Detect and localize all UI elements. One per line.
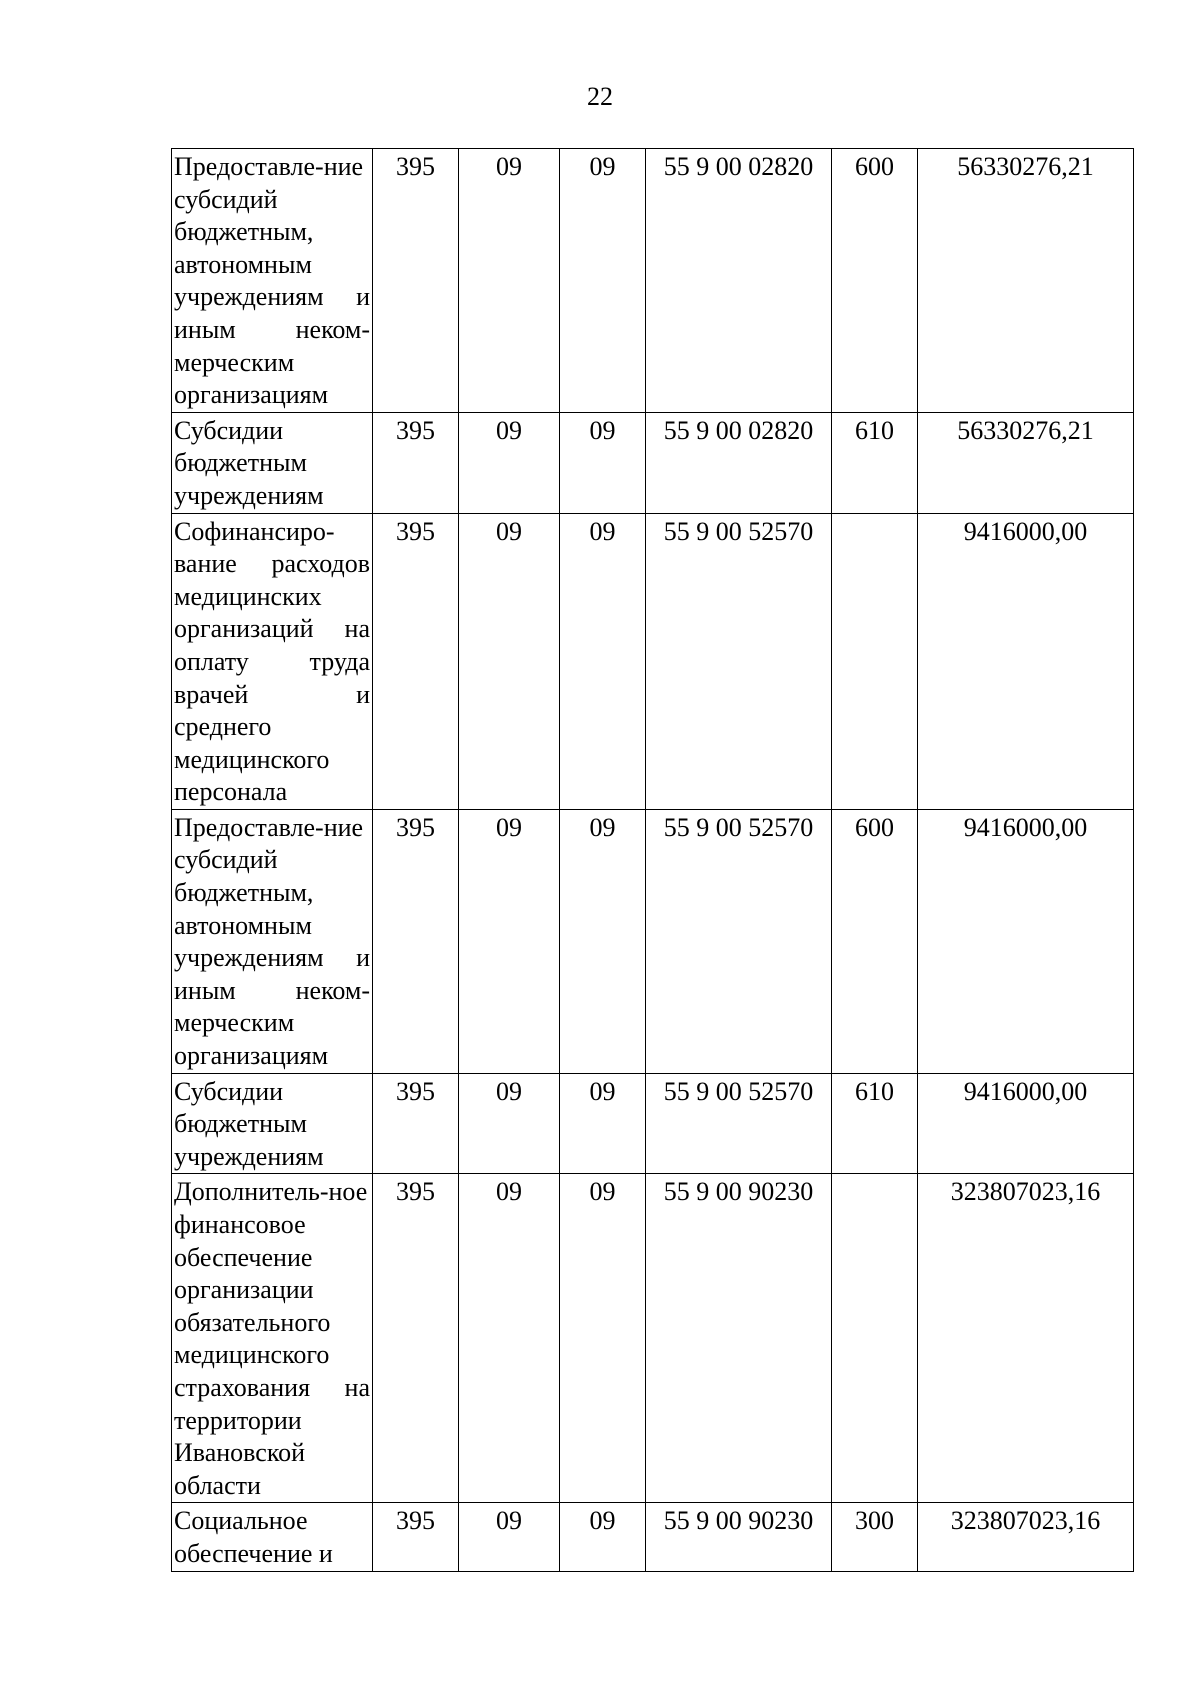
row-section-code: 09 bbox=[459, 809, 560, 1073]
table-row bbox=[172, 1073, 1134, 1174]
row-amount: 56330276,21 bbox=[918, 149, 1134, 413]
row-target-code: 55 9 00 52570 bbox=[646, 1073, 832, 1174]
row-target-code: 55 9 00 90230 bbox=[646, 1174, 832, 1503]
row-admin-code: 395 bbox=[373, 809, 459, 1073]
row-expense-type: 610 bbox=[832, 1073, 918, 1174]
row-amount: 323807023,16 bbox=[918, 1174, 1134, 1503]
row-name: Софинансиро-вание расходов медицинских организаций на оплату труда врачей и среднего медицинского персонала bbox=[172, 513, 373, 809]
row-subsection-code: 09 bbox=[560, 1073, 646, 1174]
row-amount: 9416000,00 bbox=[918, 809, 1134, 1073]
row-section-code: 09 bbox=[459, 513, 560, 809]
row-admin-code: 395 bbox=[373, 1503, 459, 1571]
row-expense-type bbox=[832, 513, 918, 809]
row-admin-code: 395 bbox=[373, 513, 459, 809]
row-name: Предоставле-ние субсидий бюджетным, автономным учреждениям и иным неком-мерческим организациям bbox=[172, 149, 373, 413]
row-section-code: 09 bbox=[459, 1073, 560, 1174]
table-row bbox=[172, 412, 1134, 513]
row-name: Предоставле-ние субсидий бюджетным, автономным учреждениям и иным неком-мерческим организациям bbox=[172, 809, 373, 1073]
row-amount: 9416000,00 bbox=[918, 1073, 1134, 1174]
row-expense-type: 610 bbox=[832, 412, 918, 513]
table-row bbox=[172, 149, 1134, 413]
row-expense-type: 600 bbox=[832, 809, 918, 1073]
row-section-code: 09 bbox=[459, 1174, 560, 1503]
row-amount: 323807023,16 bbox=[918, 1503, 1134, 1571]
row-subsection-code: 09 bbox=[560, 1503, 646, 1571]
row-name: Субсидии бюджетным учреждениям bbox=[172, 1073, 373, 1174]
row-section-code: 09 bbox=[459, 1503, 560, 1571]
row-admin-code: 395 bbox=[373, 412, 459, 513]
row-section-code: 09 bbox=[459, 149, 560, 413]
row-target-code: 55 9 00 52570 bbox=[646, 513, 832, 809]
row-admin-code: 395 bbox=[373, 1073, 459, 1174]
row-expense-type bbox=[832, 1174, 918, 1503]
row-target-code: 55 9 00 02820 bbox=[646, 149, 832, 413]
budget-table bbox=[171, 148, 1134, 1572]
row-amount: 56330276,21 bbox=[918, 412, 1134, 513]
row-target-code: 55 9 00 02820 bbox=[646, 412, 832, 513]
table-row bbox=[172, 1503, 1134, 1571]
row-amount: 9416000,00 bbox=[918, 513, 1134, 809]
row-expense-type: 600 bbox=[832, 149, 918, 413]
table-row bbox=[172, 513, 1134, 809]
row-subsection-code: 09 bbox=[560, 1174, 646, 1503]
table-row bbox=[172, 1174, 1134, 1503]
row-subsection-code: 09 bbox=[560, 412, 646, 513]
row-subsection-code: 09 bbox=[560, 513, 646, 809]
row-name: Субсидии бюджетным учреждениям bbox=[172, 412, 373, 513]
row-target-code: 55 9 00 52570 bbox=[646, 809, 832, 1073]
row-expense-type: 300 bbox=[832, 1503, 918, 1571]
page-number: 22 bbox=[587, 82, 613, 111]
row-subsection-code: 09 bbox=[560, 809, 646, 1073]
row-name: Дополнитель-ное финансовое обеспечение организации обязательного медицинского страхования на территории Ивановской области bbox=[172, 1174, 373, 1503]
row-admin-code: 395 bbox=[373, 1174, 459, 1503]
row-admin-code: 395 bbox=[373, 149, 459, 413]
row-section-code: 09 bbox=[459, 412, 560, 513]
row-target-code: 55 9 00 90230 bbox=[646, 1503, 832, 1571]
row-name: Социальное обеспечение и bbox=[172, 1503, 373, 1571]
table-row bbox=[172, 809, 1134, 1073]
row-subsection-code: 09 bbox=[560, 149, 646, 413]
